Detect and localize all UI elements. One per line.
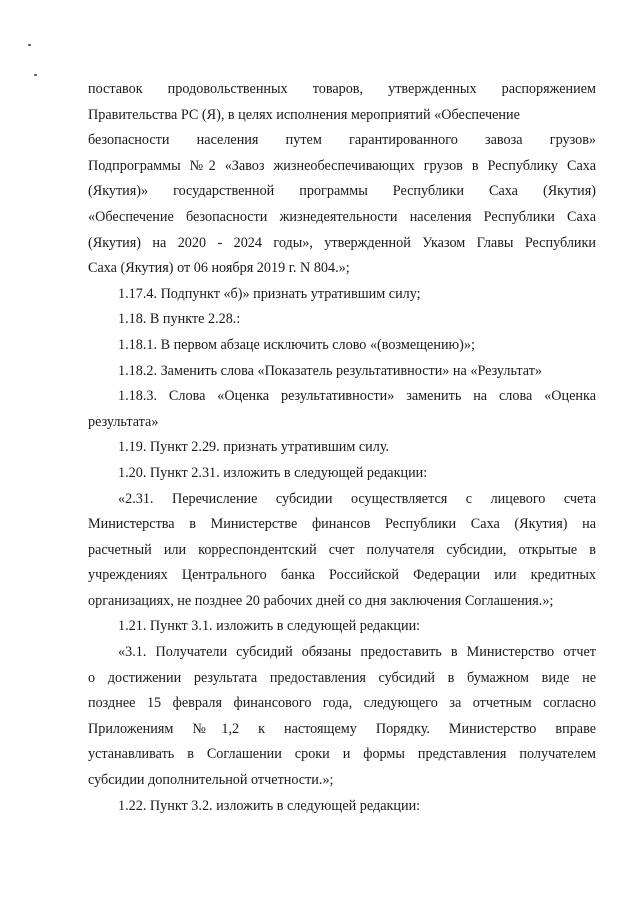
- text-line: Саха (Якутия) от 06 ноября 2019 г. N 804.»;: [88, 260, 350, 277]
- text-line: устанавливать в Соглашении сроки и формы представления получателем: [88, 746, 596, 763]
- text-line: 1.19. Пункт 2.29. признать утратившим силу.: [118, 439, 390, 456]
- text-line: расчетный или корреспондентский счет получателя субсидии, открытые в: [88, 541, 596, 558]
- text-line: Министерства в Министерстве финансов Республики Саха (Якутия) на: [88, 516, 596, 533]
- text-line: субсидии дополнительной отчетности.»;: [88, 772, 334, 789]
- text-line: 1.18.1. В первом абзаце исключить слово «(возмещению)»;: [118, 336, 475, 353]
- text-line: 1.18. В пункте 2.28.:: [118, 311, 241, 328]
- text-line: 1.20. Пункт 2.31. изложить в следующей редакции:: [118, 464, 428, 481]
- text-line: результата»: [88, 413, 159, 430]
- text-line: 1.21. Пункт 3.1. изложить в следующей редакции:: [118, 618, 421, 635]
- text-line: безопасности населения путем гарантированного завоза грузов»: [88, 132, 596, 149]
- text-line: учреждениях Центрального банка Российской Федерации или кредитных: [88, 567, 596, 584]
- text-line: 1.22. Пункт 3.2. изложить в следующей редакции:: [118, 797, 421, 814]
- text-line: (Якутия)» государственной программы Республики Саха (Якутия): [88, 183, 596, 200]
- text-line: «2.31. Перечисление субсидии осуществляется с лицевого счета: [118, 490, 596, 507]
- text-line: (Якутия) на 2020 - 2024 годы», утвержденной Указом Главы Республики: [88, 234, 596, 251]
- scan-speck: [34, 74, 37, 76]
- text-line: организациях, не позднее 20 рабочих дней со дня заключения Соглашения.»;: [88, 592, 554, 609]
- scan-speck: [28, 44, 31, 46]
- text-line: 1.18.2. Заменить слова «Показатель результативности» на «Результат»: [118, 362, 543, 379]
- text-line: поставок продовольственных товаров, утвержденных распоряжением: [88, 81, 596, 97]
- text-line: «3.1. Получатели субсидий обязаны предоставить в Министерство отчет: [118, 644, 596, 661]
- text-line: о достижении результата предоставления субсидий в бумажном виде не: [88, 669, 596, 686]
- document-body: [88, 77, 596, 819]
- text-line: «Обеспечение безопасности жизнедеятельности населения Республики Саха: [88, 208, 596, 225]
- text-line: Приложениям №1,2 к настоящему Порядку. Министерство вправе: [88, 720, 596, 737]
- text-line: Подпрограммы №2 «Завоз жизнеобеспечивающих грузов в Республику Саха: [88, 157, 596, 174]
- text-line: 1.18.3. Слова «Оценка результативности» заменить на слова «Оценка: [118, 388, 596, 405]
- text-line: Правительства РС (Я), в целях исполнения мероприятий «Обеспечение: [88, 106, 520, 123]
- text-line: позднее 15 февраля финансового года, следующего за отчетным согласно: [88, 695, 596, 712]
- text-line: 1.17.4. Подпункт «б)» признать утратившим силу;: [118, 285, 421, 302]
